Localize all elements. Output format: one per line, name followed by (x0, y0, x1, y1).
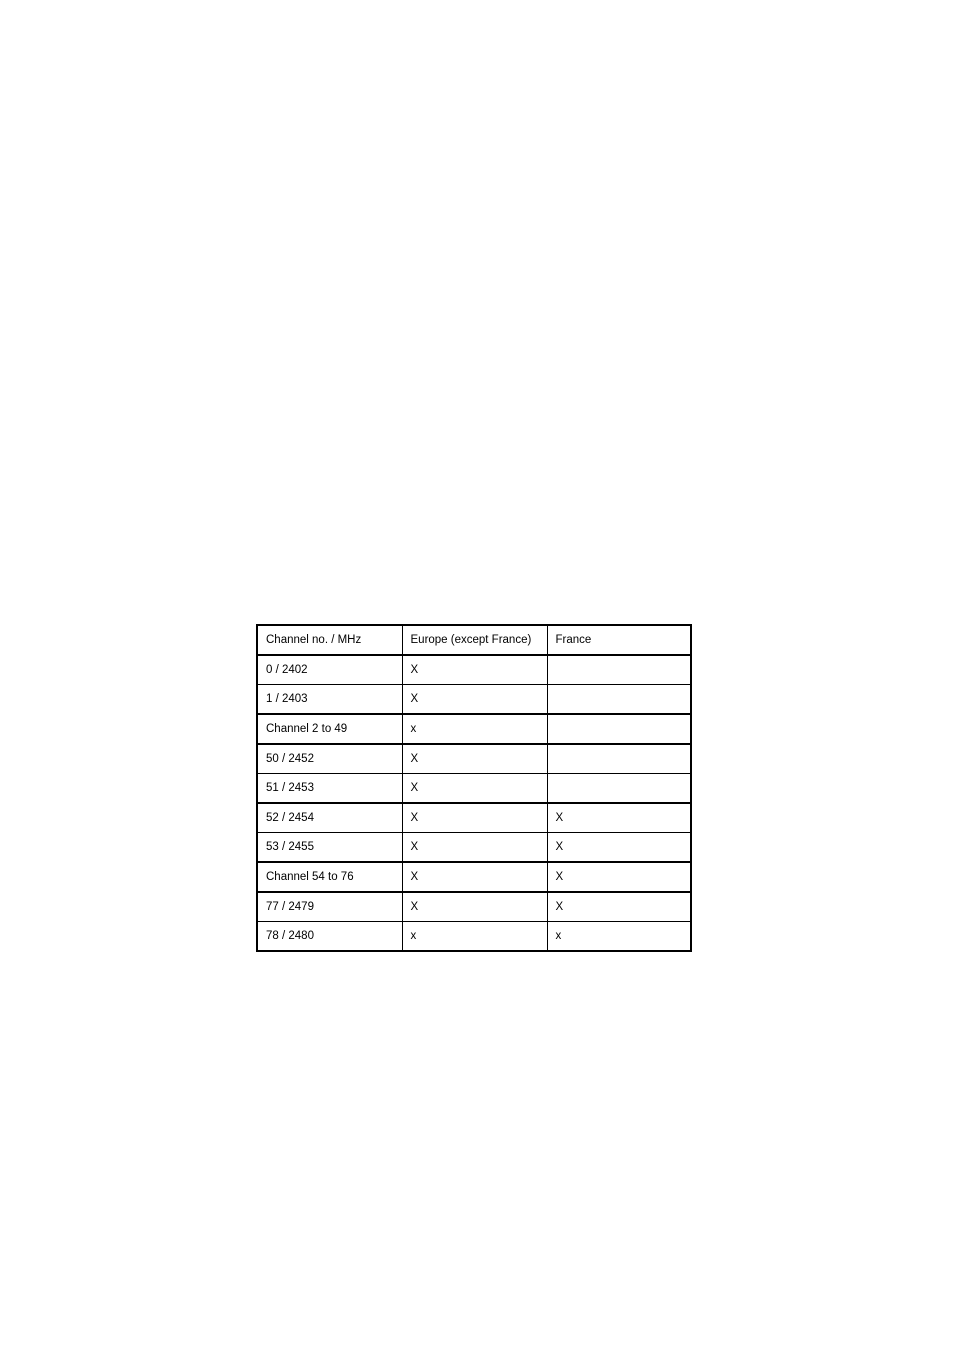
cell-channel: 77 / 2479 (257, 892, 402, 922)
channel-frequency-table (256, 624, 692, 952)
table-row (257, 862, 691, 892)
table-row (257, 803, 691, 833)
cell-europe: X (402, 862, 547, 892)
cell-europe: X (402, 655, 547, 685)
cell-france (547, 685, 691, 715)
cell-europe: x (402, 922, 547, 952)
cell-france: X (547, 833, 691, 863)
cell-europe: X (402, 892, 547, 922)
cell-france (547, 774, 691, 804)
table-row (257, 892, 691, 922)
table-row (257, 655, 691, 685)
table-row (257, 685, 691, 715)
cell-channel: Channel 54 to 76 (257, 862, 402, 892)
cell-france (547, 655, 691, 685)
cell-france: x (547, 922, 691, 952)
cell-channel: 78 / 2480 (257, 922, 402, 952)
cell-europe: x (402, 714, 547, 744)
cell-europe: X (402, 833, 547, 863)
cell-europe: X (402, 803, 547, 833)
cell-channel: 50 / 2452 (257, 744, 402, 774)
table-header-row (257, 625, 691, 655)
header-france: France (547, 625, 691, 655)
cell-channel: Channel 2 to 49 (257, 714, 402, 744)
cell-france (547, 714, 691, 744)
cell-europe: X (402, 685, 547, 715)
table-row (257, 714, 691, 744)
cell-channel: 53 / 2455 (257, 833, 402, 863)
table-row (257, 833, 691, 863)
cell-channel: 0 / 2402 (257, 655, 402, 685)
header-channel: Channel no. / MHz (257, 625, 402, 655)
cell-channel: 1 / 2403 (257, 685, 402, 715)
table-row (257, 744, 691, 774)
header-europe: Europe (except France) (402, 625, 547, 655)
cell-france: X (547, 892, 691, 922)
cell-france: X (547, 862, 691, 892)
table-row (257, 774, 691, 804)
cell-france (547, 744, 691, 774)
cell-france: X (547, 803, 691, 833)
table-row (257, 922, 691, 952)
cell-europe: X (402, 774, 547, 804)
cell-europe: X (402, 744, 547, 774)
cell-channel: 52 / 2454 (257, 803, 402, 833)
cell-channel: 51 / 2453 (257, 774, 402, 804)
